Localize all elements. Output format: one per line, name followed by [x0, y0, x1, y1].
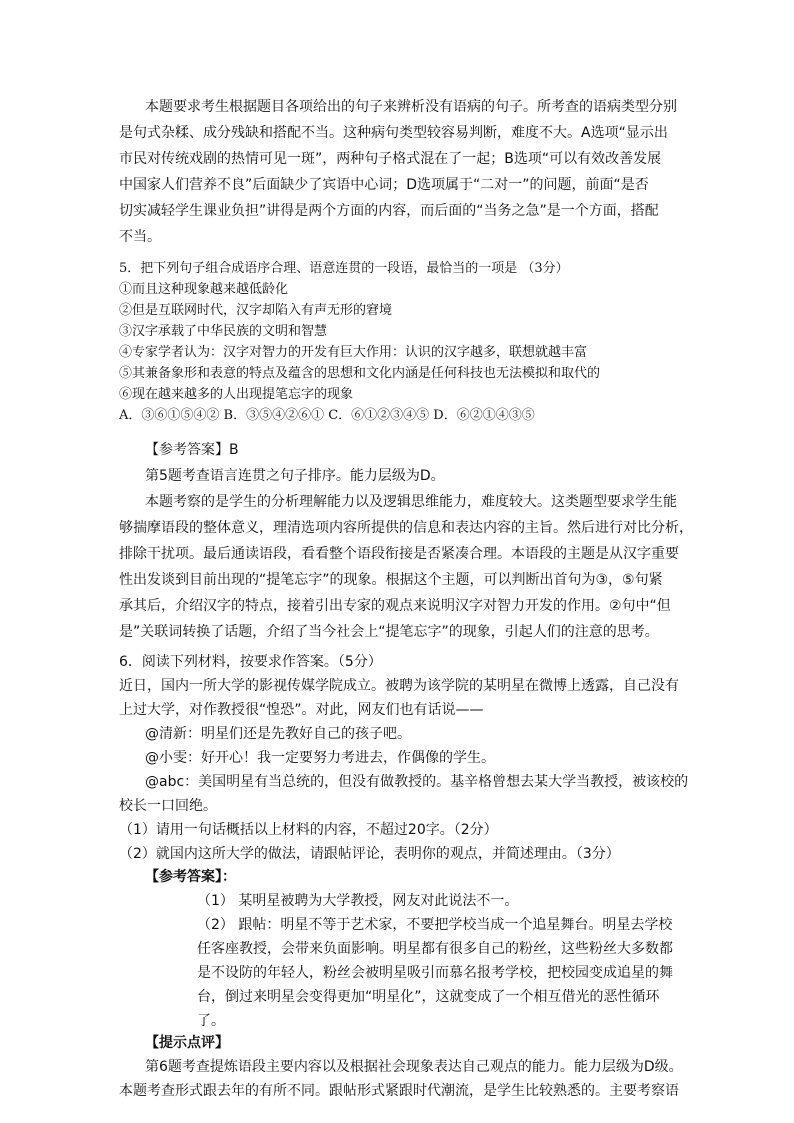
q5-options: A．③⑥①⑤④② B．③⑤④②⑥① C．⑥①②③④⑤ D．⑥②①④③⑤ [119, 408, 535, 423]
a5-line-5: 性出发谈到目前出现的“提笔忘字”的现象。根据这个主题，可以判断出首句为③，⑤句紧 [119, 572, 663, 588]
q5-item-3: ③汉字承载了中华民族的文明和智慧 [119, 324, 328, 339]
q6-material-2: 上过大学，对作教授很“惶恐”。对此，网友们也有话说—— [119, 702, 484, 718]
q6-subq-2: （2）就国内这所大学的做法，请跟帖评论，表明你的观点，并简述理由。（3分） [119, 846, 620, 862]
q5-item-6: ⑥现在越来越多的人出现提笔忘字的现象 [119, 387, 354, 402]
a6-answer-2-line-1: （2） 跟帖：明星不等于艺术家，不要把学校当成一个追星舞台。明星去学校 [197, 917, 673, 933]
a6-answer-1: （1） 某明星被聘为大学教授，网友对此说法不一。 [197, 893, 519, 909]
a6-review-line-2: 本题考查形式跟去年的有所不同。跟帖形式紧跟时代潮流，是学生比较熟悉的。主要考察语 [119, 1083, 679, 1099]
a5-line-4: 排除干扰项。最后通读语段，看看整个语段衔接是否紧凑合理。本语段的主题是从汉字重要 [119, 546, 679, 562]
block1-line-4: 中国家人们营养不良”后面缺少了宾语中心词；D选项属于“二对一”的问题，前面“是否 [119, 177, 649, 193]
a5-line-7: 是”关联词转换了话题，介绍了当今社会上“提笔忘字”的现象，引起人们的注意的思考。 [119, 624, 659, 640]
q5-item-1: ①而且这种现象越来越低龄化 [119, 282, 289, 297]
a6-answer-2-line-3: 是不设防的年轻人，粉丝会被明星吸引而慕名报考学校，把校园变成追星的舞 [197, 965, 673, 981]
a5-line-2: 本题考察的是学生的分析理解能力以及逻辑思维能力，难度较大。这类题型要求学生能 [145, 494, 677, 510]
q5-item-2: ②但是互联网时代，汉字却陷入有声无形的窘境 [119, 303, 393, 318]
q6-stem: 6．阅读下列材料，按要求作答案。（5分） [119, 654, 382, 670]
a6-answer-2-line-5: 了。 [197, 1013, 225, 1029]
q5-item-4: ④专家学者认为：汉字对智力的开发有巨大作用：认识的汉字越多，联想就越丰富 [119, 345, 588, 360]
a5-line-1: 第5题考查语言连贯之句子排序。能力层级为D。 [145, 468, 445, 484]
block1-line-3: 市民对传统戏剧的热情可见一斑”，两种句子格式混在了一起；B选项“可以有效改善发展 [119, 151, 662, 167]
q6-comment-3: @abc：美国明星有当总统的，但没有做教授的。基辛格曾想去某大学当教授，被该校的 [145, 774, 689, 790]
a6-answer-2-line-2: 任客座教授，会带来负面影响。明星都有很多自己的粉丝，这些粉丝大多数都 [197, 941, 673, 957]
q6-material-1: 近日，国内一所大学的影视传媒学院成立。被聘为该学院的某明星在微博上透露，自己没有 [119, 678, 679, 694]
q6-comment-3-cont: 校长一口回绝。 [119, 798, 217, 814]
block1-line-5: 切实减轻学生课业负担”讲得是两个方面的内容，而后面的“当务之急”是一个方面，搭配 [119, 203, 659, 219]
q6-comment-1: @清新：明星们还是先教好自己的孩子吧。 [145, 726, 411, 742]
a6-answer-2-line-4: 台，倒过来明星会变得更加“明星化”，这就变成了一个相互借光的恶性循环 [197, 989, 660, 1005]
a6-review-heading: 【提示点评】 [145, 1035, 229, 1051]
q6-subq-1: （1）请用一句话概括以上材料的内容，不超过20字。（2分） [119, 822, 498, 838]
q5-stem: 5．把下列句子组合成语序合理、语意连贯的一段语，最恰当的一项是 （3分） [119, 261, 569, 276]
a5-answer: 【参考答案】B [145, 442, 239, 458]
a6-review-line-1: 第6题考查提炼语段主要内容以及根据社会现象表达自己观点的能力。能力层级为D级。 [145, 1059, 683, 1075]
a5-line-3: 够揣摩语段的整体意义，理清选项内容所提供的信息和表达内容的主旨。然后进行对比分析， [119, 520, 693, 536]
block1-line-2: 是句式杂糅、成分残缺和搭配不当。这种病句类型较容易判断，难度不大。A选项“显示出 [119, 125, 668, 141]
q6-comment-2: @小雯：好开心！我一定要努力考进去，作偶像的学生。 [145, 750, 495, 766]
a5-line-6: 承其后，介绍汉字的特点，接着引出专家的观点来说明汉字对智力开发的作用。②句中“但 [119, 598, 671, 614]
block1-line-1: 本题要求考生根据题目各项给出的句子来辨析没有语病的句子。所考查的语病类型分别 [145, 99, 677, 115]
block1-line-6: 不当。 [119, 229, 161, 245]
a6-heading: 【参考答案】： [145, 869, 236, 885]
q5-item-5: ⑤其兼备象形和表意的特点及蕴含的思想和文化内涵是任何科技也无法模拟和取代的 [119, 366, 601, 381]
